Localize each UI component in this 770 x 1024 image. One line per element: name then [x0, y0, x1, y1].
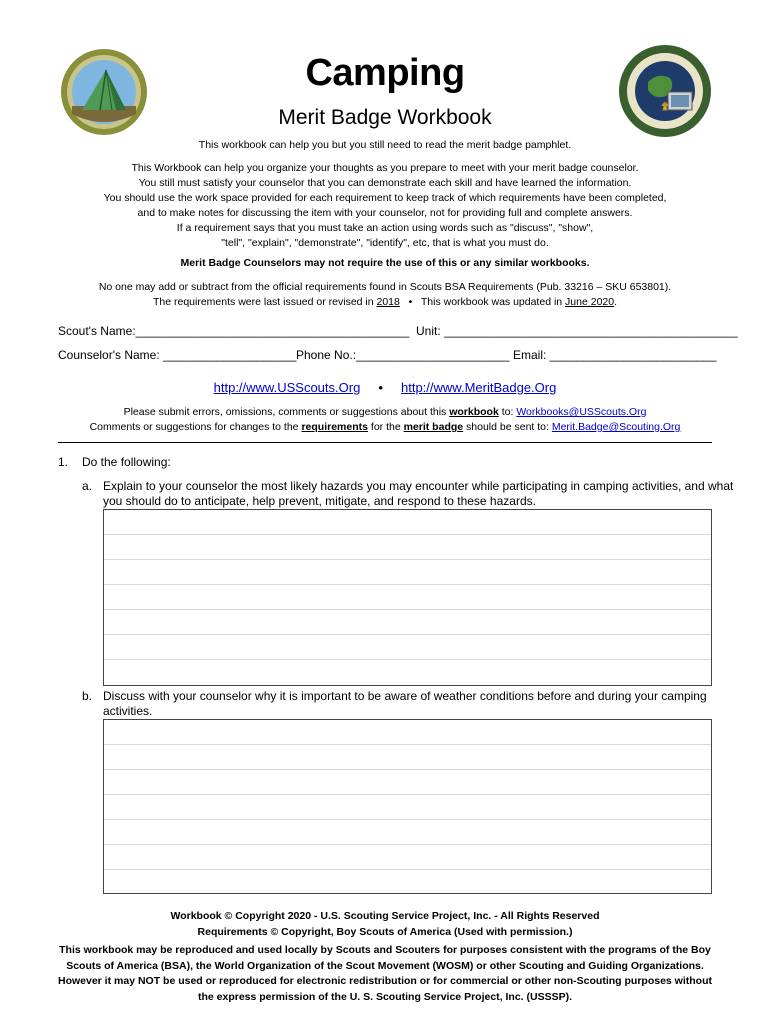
footer-usage: This workbook may be reproduced and used locally by Scouts and Scouters for purposes consistent with the programs of the Boy: [59, 944, 711, 956]
requirements-source: No one may add or subtract from the official requirements found in Scouts BSA Requirements (Pub. 33216 – SKU 653801).: [98, 281, 672, 293]
answer-box-1b[interactable]: [103, 719, 712, 894]
feedback-text: should be sent to:: [463, 421, 552, 433]
ruled-line: [104, 844, 711, 845]
ruled-line: [104, 869, 711, 870]
ruled-line: [104, 534, 711, 535]
workbook-feedback-line: [0, 405, 770, 420]
counselor-warning: Merit Badge Counselors may not require the use of this or any similar workbooks.: [180, 257, 590, 269]
section-divider: [58, 442, 712, 443]
website-links: [0, 380, 770, 395]
footer-copyright: Workbook © Copyright 2020 - U.S. Scouting Service Project, Inc. - All Rights Reserved: [170, 910, 600, 922]
intro-line: and to make notes for discussing the item with your counselor, not for providing full and complete answers.: [137, 207, 633, 219]
revision-line: [0, 295, 770, 310]
workbooks-email-link[interactable]: Workbooks@USScouts.Org: [516, 406, 647, 418]
footer-usage: the express permission of the U. S. Scouting Service Project, Inc. (USSSP).: [197, 990, 573, 1003]
counselor-info-row: [58, 348, 717, 362]
intro-paragraph: [0, 161, 770, 251]
requirements-info: [0, 280, 770, 310]
requirement-1-text: Do the following:: [82, 455, 171, 469]
usscouts-link[interactable]: http://www.USScouts.Org: [213, 380, 361, 395]
feedback-emphasis: requirements: [301, 421, 368, 433]
ruled-line: [104, 794, 711, 795]
ruled-line: [104, 819, 711, 820]
ruled-line: [104, 744, 711, 745]
requirement-1b-label: b.: [82, 689, 93, 703]
feedback-emphasis: merit badge: [403, 421, 464, 433]
counselor-name-field[interactable]: Counselor's Name: ____________________: [58, 348, 297, 362]
phone-field[interactable]: Phone No.:_______________________: [296, 348, 510, 362]
feedback-text: Please submit errors, omissions, comments or suggestions about this: [123, 406, 450, 418]
updated-date: June 2020: [565, 296, 615, 308]
footer-usage: However it may NOT be used or reproduced for electronic redistribution or for commercial or other non-Scouting purposes without: [58, 975, 712, 987]
footer: [0, 909, 770, 1005]
intro-line: This Workbook can help you organize your thoughts as you prepare to meet with your merit badge counselor.: [131, 162, 639, 174]
requirement-1b-line: Discuss with your counselor why it is important to be aware of weather conditions before and during your camping: [103, 689, 707, 703]
issued-year: 2018: [376, 296, 400, 308]
meritbadge-link[interactable]: http://www.MeritBadge.Org: [401, 380, 557, 395]
intro-line: "tell", "explain", "demonstrate", "identify", etc, that is what you must do.: [221, 237, 549, 249]
bullet: •: [408, 296, 413, 308]
scout-name-field[interactable]: Scout's Name:_________________________________________: [58, 324, 410, 338]
page-title: Camping: [305, 52, 465, 94]
feedback-text: for the: [367, 421, 404, 433]
intro-line: If a requirement says that you must take an action using words such as "discuss", "show",: [176, 222, 594, 234]
feedback-text: Comments or suggestions for changes to the: [89, 421, 302, 433]
requirement-1a-line: you should do to anticipate, help prevent, mitigate, and respond to these hazards.: [103, 494, 536, 508]
page-subtitle: Merit Badge Workbook: [278, 106, 492, 129]
intro-line: You still must satisfy your counselor that you can demonstrate each skill and have learned the information.: [138, 177, 632, 189]
feedback-emphasis: workbook: [449, 406, 499, 418]
footer-usage: Scouts of America (BSA), the World Organization of the Scout Movement (WOSM) or other Scouting and Guiding Organizations.: [66, 959, 704, 972]
ruled-line: [104, 634, 711, 635]
requirement-1a-line: Explain to your counselor the most likely hazards you may encounter while participating in camping activities, and what: [103, 479, 734, 493]
ruled-line: [104, 609, 711, 610]
email-field[interactable]: Email: _________________________: [513, 348, 717, 362]
scout-info-row: [58, 324, 738, 338]
footer-requirements-copyright: Requirements © Copyright, Boy Scouts of America (Used with permission.): [197, 925, 573, 938]
pamphlet-note: This workbook can help you but you still need to read the merit badge pamphlet.: [198, 139, 572, 151]
requirements-feedback-line: [0, 420, 770, 435]
requirement-1b-line: activities.: [103, 704, 153, 718]
merit-badge-email-link[interactable]: Merit.Badge@Scouting.Org: [551, 421, 681, 433]
updated-prefix: This workbook was updated in: [420, 296, 566, 308]
requirement-1a-label: a.: [82, 479, 93, 493]
period: .: [614, 296, 618, 308]
ruled-line: [104, 559, 711, 560]
link-separator: •: [378, 380, 383, 395]
ruled-line: [104, 584, 711, 585]
ruled-line: [104, 769, 711, 770]
answer-box-1a[interactable]: [103, 509, 712, 686]
ruled-line: [104, 659, 711, 660]
submission-info: [0, 405, 770, 435]
intro-line: You should use the work space provided for each requirement to keep track of which requirements have been completed,: [103, 192, 667, 204]
feedback-text: to:: [498, 406, 517, 418]
revision-prefix: The requirements were last issued or revised in: [152, 296, 377, 308]
unit-field[interactable]: Unit: ____________________________________________: [416, 324, 738, 338]
requirement-1-number: 1.: [58, 455, 69, 469]
